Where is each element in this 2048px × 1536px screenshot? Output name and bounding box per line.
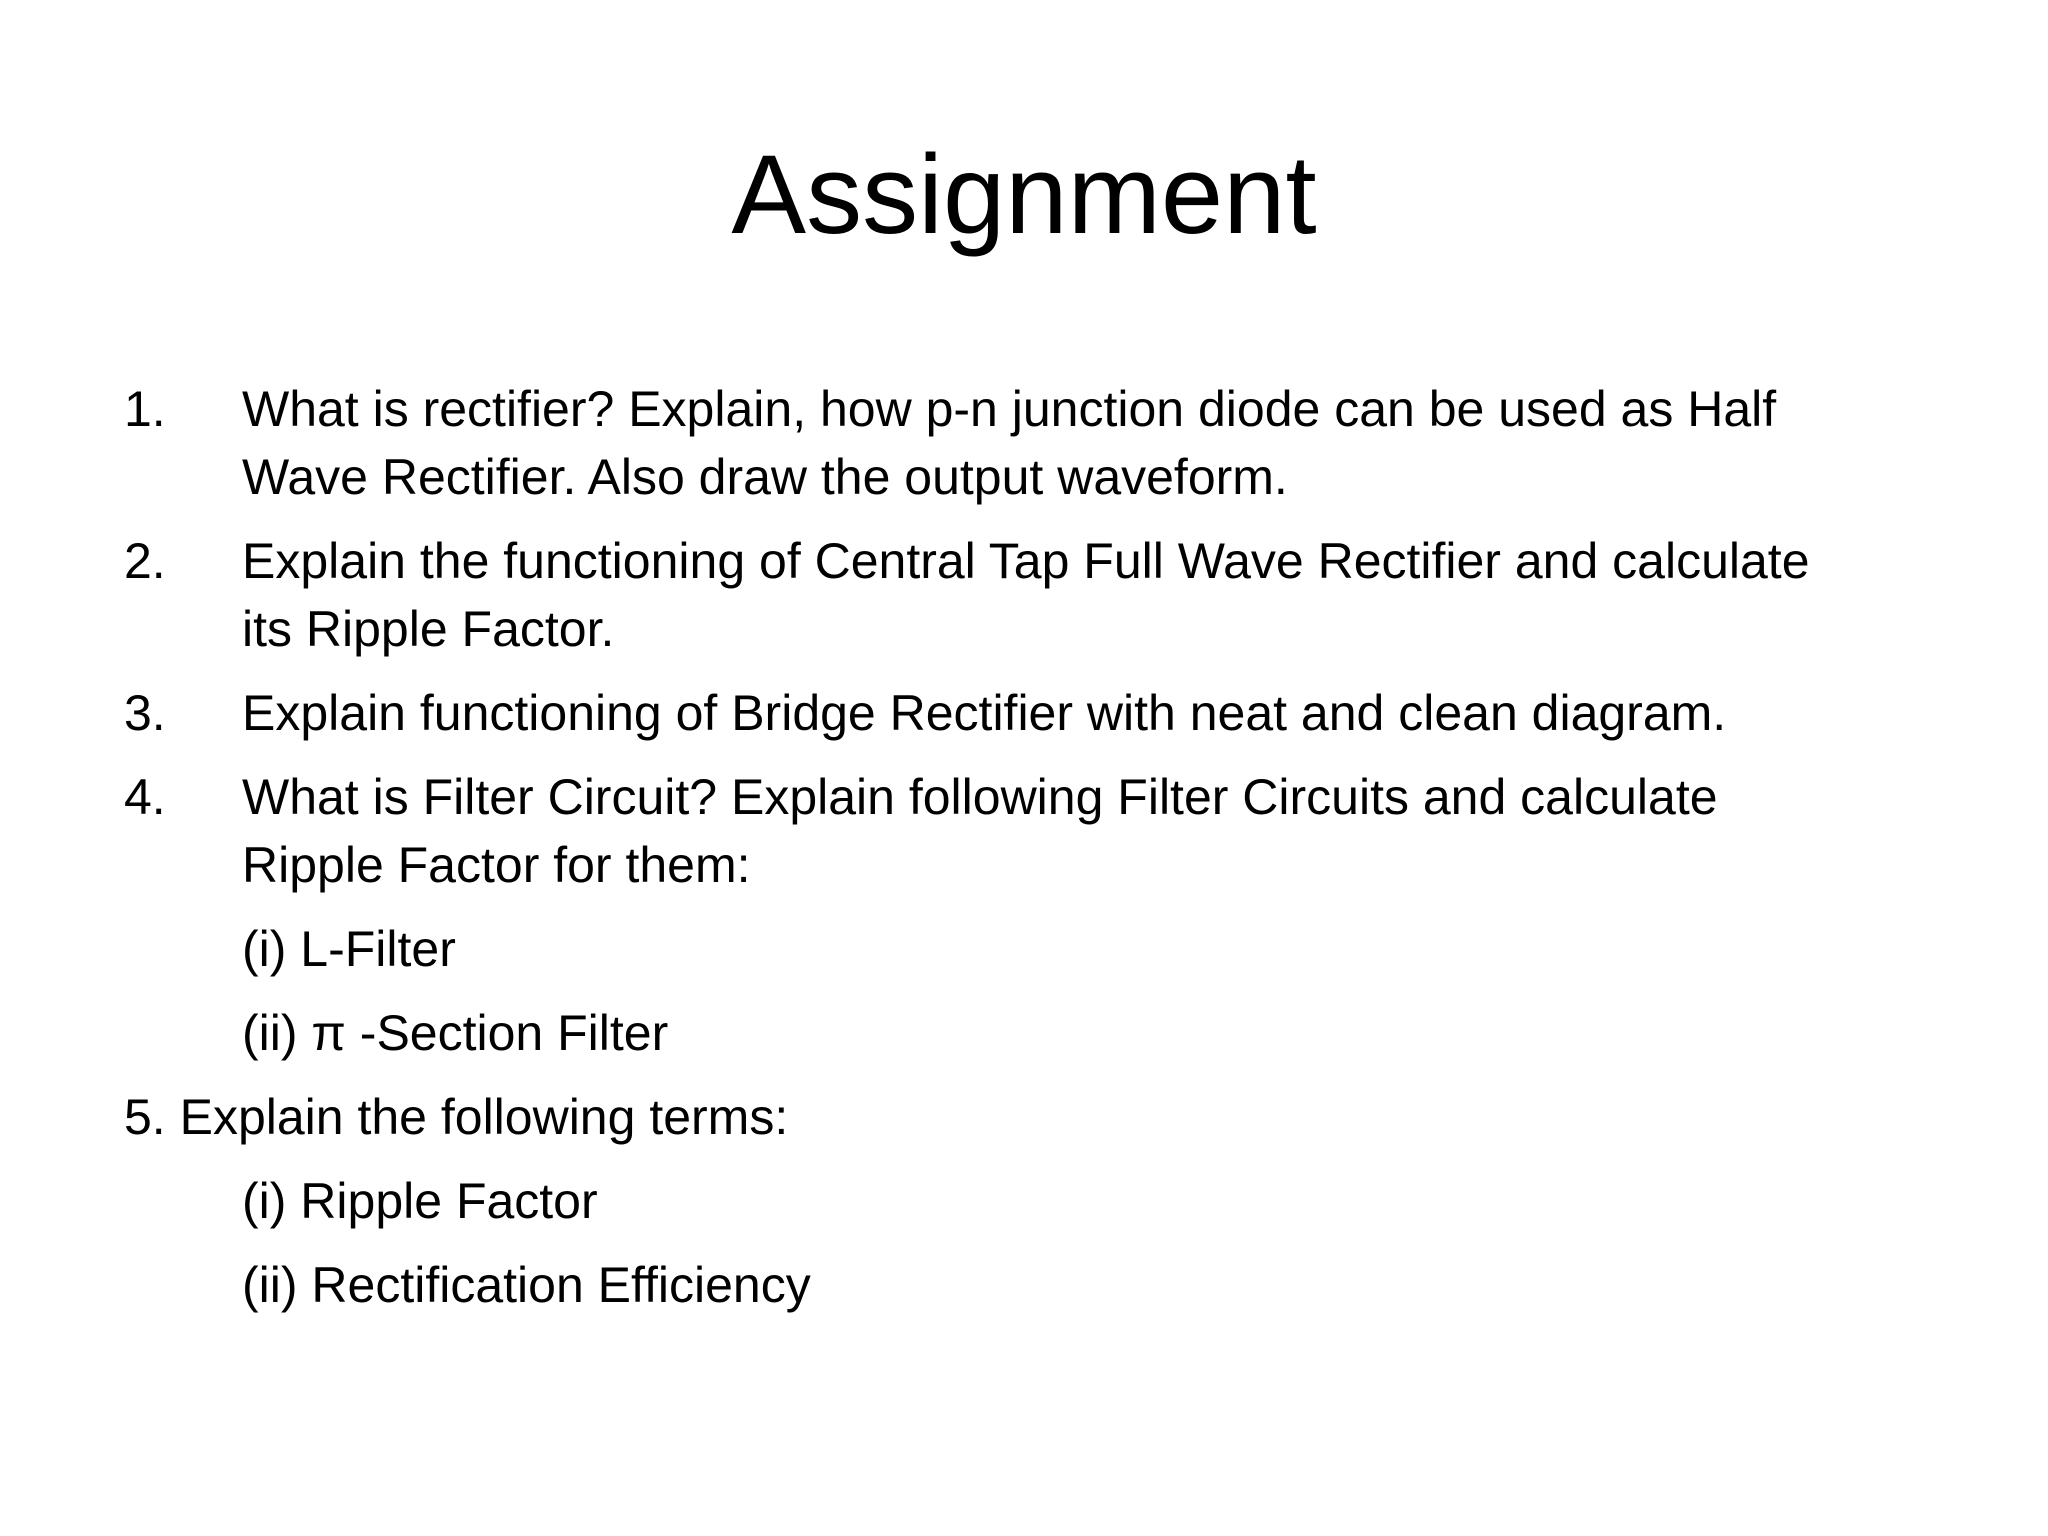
item-text-line: What is rectifier? Explain, how p-n junction diode can be used as Half xyxy=(242,381,1777,437)
slide-title: Assignment xyxy=(731,132,1317,257)
item-text-line: What is Filter Circuit? Explain following Filter Circuits and calculate xyxy=(242,769,1718,825)
item-text-line: Wave Rectifier. Also draw the output waveform. xyxy=(242,449,1288,505)
list-item-2 xyxy=(124,527,1944,663)
sub-item-ripple-factor: (i) Ripple Factor xyxy=(242,1173,598,1229)
item-text-line: Ripple Factor for them: xyxy=(242,837,751,893)
list-item-5: 5. Explain the following terms: xyxy=(124,1089,789,1145)
item-text-line: Explain the functioning of Central Tap Full Wave Rectifier and calculate xyxy=(242,533,1810,589)
item-number: 2. xyxy=(124,533,166,589)
list-item-1 xyxy=(124,375,1944,511)
list-item-3 xyxy=(124,679,1944,747)
item-text-line: Explain functioning of Bridge Rectifier with neat and clean diagram. xyxy=(242,685,1727,741)
item-number: 4. xyxy=(124,769,166,825)
list-item-4 xyxy=(124,763,1944,899)
assignment-list xyxy=(124,375,1944,1319)
item-number: 3. xyxy=(124,685,166,741)
item-number: 1. xyxy=(124,381,166,437)
sub-item-pi-section-filter: (ii) π -Section Filter xyxy=(242,1005,669,1061)
sub-item-rectification-efficiency: (ii) Rectification Efficiency xyxy=(242,1257,811,1313)
item-text-line: its Ripple Factor. xyxy=(242,601,615,657)
sub-item-l-filter: (i) L-Filter xyxy=(242,921,456,977)
